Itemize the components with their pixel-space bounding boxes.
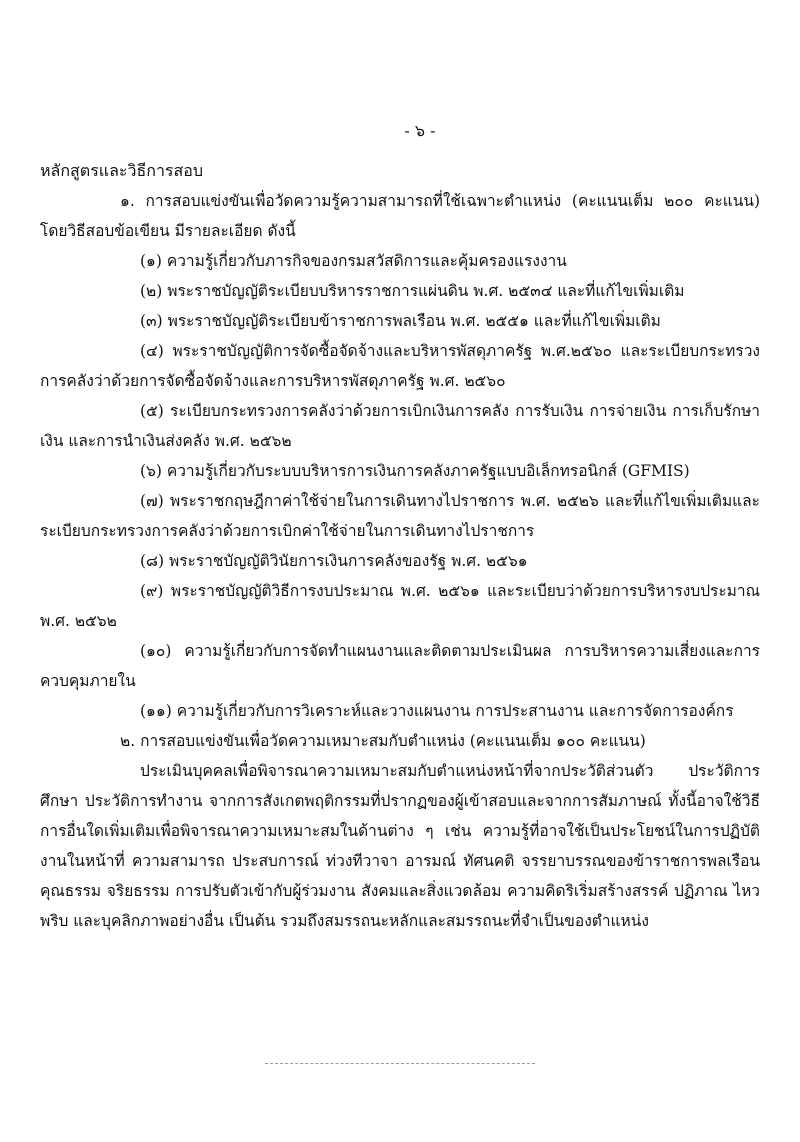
section-1-item-3: (๓) พระราชบัญญัติระเบียบข้าราชการพลเรือน พ.ศ. ๒๕๕๑ และที่แก้ไขเพิ่มเติม xyxy=(140,312,661,330)
section-1-item-2: (๒) พระราชบัญญัติระเบียบบริหารราชการแผ่นดิน พ.ศ. ๒๕๓๔ และที่แก้ไขเพิ่มเติม xyxy=(140,282,685,300)
section-1-item-7: (๗) พระราชกฤษฎีกาค่าใช้จ่ายในการเดินทางไปราชการ พ.ศ. ๒๕๒๖ และที่แก้ไขเพิ่มเติมและระเบียบกระทรวงการคลังว่าด้วยการเบิกค่าใช้จ่ายในการเดินทางไปราชการ xyxy=(40,492,760,540)
section-2-title: ๒. การสอบแข่งขันเพื่อวัดความเหมาะสมกับตำแหน่ง (คะแนนเต็ม ๑๐๐ คะแนน) xyxy=(120,732,646,750)
section-1-item-5: (๕) ระเบียบกระทรวงการคลังว่าด้วยการเบิกเงินการคลัง การรับเงิน การจ่ายเงิน การเก็บรักษาเงิน และการนำเงินส่งคลัง พ.ศ. ๒๕๖๒ xyxy=(40,402,760,450)
section-1-item-4: (๔) พระราชบัญญัติการจัดซื้อจัดจ้างและบริหารพัสดุภาครัฐ พ.ศ.๒๕๖๐ และระเบียบกระทรวงการคลังว่าด้วยการจัดซื้อจัดจ้างและการบริหารพัสดุภาครัฐ พ.ศ. ๒๕๖๐ xyxy=(40,342,760,390)
section-1-item-6: (๖) ความรู้เกี่ยวกับระบบบริหารการเงินการคลังภาครัฐแบบอิเล็กทรอนิกส์ (GFMIS) xyxy=(140,462,690,480)
footer-divider xyxy=(265,1063,535,1064)
section-1-title: ๑. การสอบแข่งขันเพื่อวัดความรู้ความสามารถที่ใช้เฉพาะตำแหน่ง (คะแนนเต็ม ๒๐๐ คะแนน) โดยวิธีสอบข้อเขียน มีรายละเอียด ดังนี้ xyxy=(40,192,760,240)
section-2-body: ประเมินบุคคลเพื่อพิจารณาความเหมาะสมกับตำแหน่งหน้าที่จากประวัติส่วนตัว ประวัติการศึกษา ประวัติการทำงาน จากการสังเกตพฤติกรรมที่ปรากฏของผู้เข้าสอบและจากการสัมภาษณ์ ทั้งนี้อาจใช้วิธีการอื่นใดเพิ่มเติมเพื่อพิจารณาความเหมาะสมในด้านต่าง ๆ เช่น ความรู้ที่อาจใช้เป็นประโยชน์ในการปฏิบัติงานในหน้าที่ ความสามารถ ประสบการณ์ ท่วงทีวาจา อารมณ์ ทัศนคติ จรรยาบรรณของข้าราชการพลเรือน คุณธรรม จริยธรรม การปรับตัวเข้ากับผู้ร่วมงาน สังคมและสิ่งแวดล้อม ความคิดริเริ่มสร้างสรรค์ ปฏิภาณ ไหวพริบ และบุคลิกภาพอย่างอื่น เป็นต้น รวมถึงสมรรถนะหลักและสมรรถนะที่จำเป็นของตำแหน่ง xyxy=(40,762,760,930)
section-1-item-1: (๑) ความรู้เกี่ยวกับภารกิจของกรมสวัสดิการและคุ้มครองแรงงาน xyxy=(140,252,567,270)
section-1-item-10: (๑๐) ความรู้เกี่ยวกับการจัดทำแผนงานและติดตามประเมินผล การบริหารความเสี่ยงและการควบคุมภายใน xyxy=(40,642,760,690)
page-heading: หลักสูตรและวิธีการสอบ xyxy=(40,161,204,180)
section-1-item-8: (๘) พระราชบัญญัติวินัยการเงินการคลังของรัฐ พ.ศ. ๒๕๖๑ xyxy=(140,552,528,570)
section-1-item-9: (๙) พระราชบัญญัติวิธีการงบประมาณ พ.ศ. ๒๕๖๑ และระเบียบว่าด้วยการบริหารงบประมาณ พ.ศ. ๒๕๖๒ xyxy=(40,582,760,630)
page-number: - ๖ - xyxy=(404,121,436,140)
section-1-item-11: (๑๑) ความรู้เกี่ยวกับการวิเคราะห์และวางแผนงาน การประสานงาน และการจัดการองค์กร xyxy=(140,702,734,720)
